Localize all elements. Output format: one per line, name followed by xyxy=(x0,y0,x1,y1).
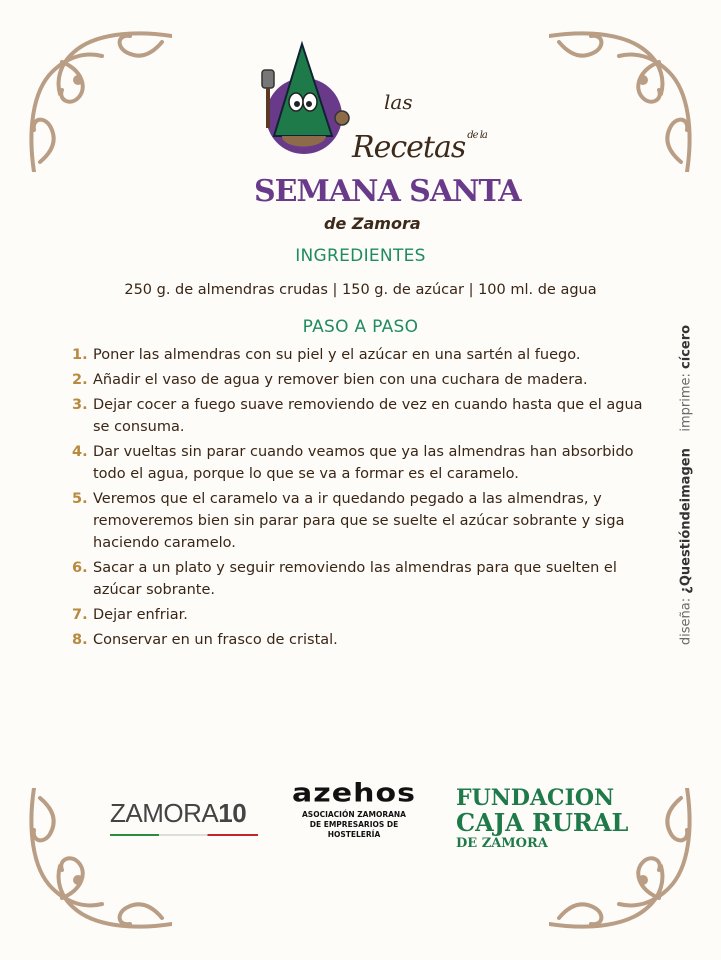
step-text: Sacar a un plato y seguir removiendo las almendras para que suelten el azúcar sobrante. xyxy=(93,560,617,598)
step-item xyxy=(70,557,650,601)
step-item xyxy=(70,441,650,485)
azehos-logo xyxy=(288,778,420,868)
step-number: 7. xyxy=(72,607,88,623)
step-number: 3. xyxy=(72,397,88,413)
logo-semana-santa: SEMANA SANTA xyxy=(254,174,521,209)
azehos-line3: HOSTELERÍA xyxy=(327,830,381,839)
ingredients-heading: INGREDIENTES xyxy=(295,246,426,266)
step-item xyxy=(70,394,650,438)
credits-imprime: imprime: xyxy=(678,373,694,432)
recetas-semana-santa-logo xyxy=(252,40,521,233)
step-text: Veremos que el caramelo va a ir quedando pegado a las almendras, y removeremos bien sin parar para que se suelte el azúcar sobrante y siga haciendo caramelo. xyxy=(93,491,625,551)
step-text: Dar vueltas sin parar cuando veamos que ya las almendras han absorbido todo el agua, porque lo que se va a formar es el caramelo. xyxy=(93,444,634,482)
step-item xyxy=(70,369,650,391)
step-item xyxy=(70,344,650,366)
step-text: Poner las almendras con su piel y el azúcar en una sartén al fuego. xyxy=(93,347,581,363)
corner-ornament-top-right xyxy=(549,22,699,172)
step-item xyxy=(70,488,650,554)
steps-heading: PASO A PASO xyxy=(302,317,419,337)
credits-text xyxy=(679,325,694,645)
step-text: Añadir el vaso de agua y remover bien con una cuchara de madera. xyxy=(93,372,588,388)
step-number: 8. xyxy=(72,632,88,648)
zamora10-text: ZAMORA xyxy=(110,798,219,828)
credits-disena: diseña: xyxy=(678,597,694,646)
steps-list xyxy=(70,344,650,654)
step-number: 1. xyxy=(72,347,88,363)
fcr-line2: CAJA RURAL xyxy=(456,808,629,837)
step-text: Dejar enfriar. xyxy=(93,607,188,623)
credits-vertical xyxy=(666,300,706,670)
step-item xyxy=(70,629,650,651)
step-item xyxy=(70,604,650,626)
credits-printer: cícero xyxy=(678,324,694,369)
step-text: Conservar en un frasco de cristal. xyxy=(93,632,338,648)
corner-ornament-top-left xyxy=(22,22,172,172)
fcr-line3: DE ZAMORA xyxy=(456,836,548,851)
step-number: 5. xyxy=(72,491,88,507)
zamora10-number: 10 xyxy=(218,798,247,828)
fundacion-caja-rural-logo xyxy=(456,786,636,856)
fcr-line1: FUNDACION xyxy=(456,785,615,811)
logo-de-zamora: de Zamora xyxy=(324,214,421,233)
logo-word-recetas xyxy=(352,130,487,165)
azehos-line1: ASOCIACIÓN ZAMORANA xyxy=(302,810,406,819)
step-number: 6. xyxy=(72,560,88,576)
nazareno-mascot-icon xyxy=(252,40,362,160)
zamora10-logo xyxy=(110,798,260,840)
logo-word-las: las xyxy=(384,90,413,114)
step-number: 2. xyxy=(72,372,88,388)
step-number: 4. xyxy=(72,444,88,460)
credits-designer: ¿Questióndeimagen xyxy=(678,448,694,594)
azehos-name: azehos xyxy=(292,778,416,809)
ingredients-list: 250 g. de almendras crudas | 150 g. de azúcar | 100 ml. de agua xyxy=(124,282,597,298)
logo-de-la-text: de la xyxy=(467,130,487,141)
logo-recetas-text: Recetas xyxy=(352,130,466,165)
step-text: Dejar cocer a fuego suave removiendo de vez en cuando hasta que el agua se consuma. xyxy=(93,397,643,435)
zamora10-flag-line xyxy=(110,834,258,836)
azehos-line2: DE EMPRESARIOS DE xyxy=(309,820,399,829)
